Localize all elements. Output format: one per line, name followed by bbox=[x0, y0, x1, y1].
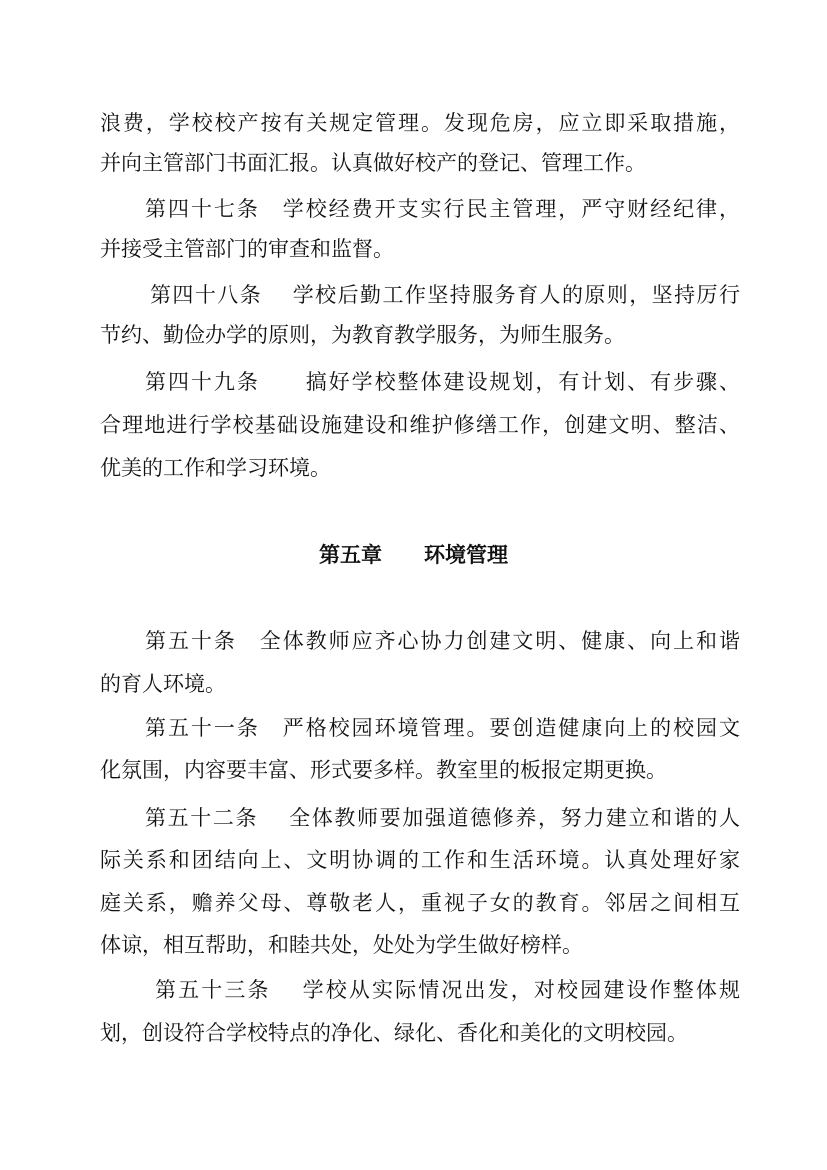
article-51-line: 第五十一条 严格校园环境管理。要创造健康向上的校园文 bbox=[145, 716, 740, 740]
chapter-heading: 第五章 环境管理 bbox=[319, 542, 508, 567]
paragraph-line: 的育人环境。 bbox=[100, 672, 226, 696]
article-53-line: 第五十三条 学校从实际情况出发，对校园建设作整体规 bbox=[155, 978, 740, 1002]
article-52-line: 第五十二条 全体教师要加强道德修养，努力建立和谐的人 bbox=[145, 806, 740, 830]
article-48-line: 第四十八条 学校后勤工作坚持服务育人的原则，坚持厉行 bbox=[150, 283, 740, 307]
article-50-line: 第五十条 全体教师应齐心协力创建文明、健康、向上和谐 bbox=[145, 629, 740, 653]
paragraph-line: 划，创设符合学校特点的净化、绿化、香化和美化的文明校园。 bbox=[100, 1021, 688, 1045]
paragraph-line: 体谅，相互帮助，和睦共处，处处为学生做好榜样。 bbox=[100, 933, 583, 957]
paragraph-line: 化氛围，内容要丰富、形式要多样。教室里的板报定期更换。 bbox=[100, 758, 667, 782]
paragraph-line: 庭关系，赡养父母、尊敬老人，重视子女的教育。邻居之间相互 bbox=[100, 891, 740, 915]
paragraph-line: 并向主管部门书面汇报。认真做好校产的登记、管理工作。 bbox=[100, 151, 646, 175]
paragraph-line: 浪费，学校校产按有关规定管理。发现危房，应立即采取措施， bbox=[100, 111, 740, 135]
paragraph-line: 际关系和团结向上、文明协调的工作和生活环境。认真处理好家 bbox=[100, 848, 740, 872]
paragraph-line: 节约、勤俭办学的原则，为教育教学服务，为师生服务。 bbox=[100, 323, 625, 347]
article-47-line: 第四十七条 学校经费开支实行民主管理，严守财经纪律， bbox=[145, 197, 740, 221]
paragraph-line: 合理地进行学校基础设施建设和维护修缮工作，创建文明、整洁、 bbox=[100, 413, 740, 437]
paragraph-line: 并接受主管部门的审查和监督。 bbox=[100, 237, 394, 261]
article-49-line: 第四十九条 搞好学校整体建设规划，有计划、有步骤、 bbox=[145, 370, 740, 394]
paragraph-line: 优美的工作和学习环境。 bbox=[100, 456, 331, 480]
